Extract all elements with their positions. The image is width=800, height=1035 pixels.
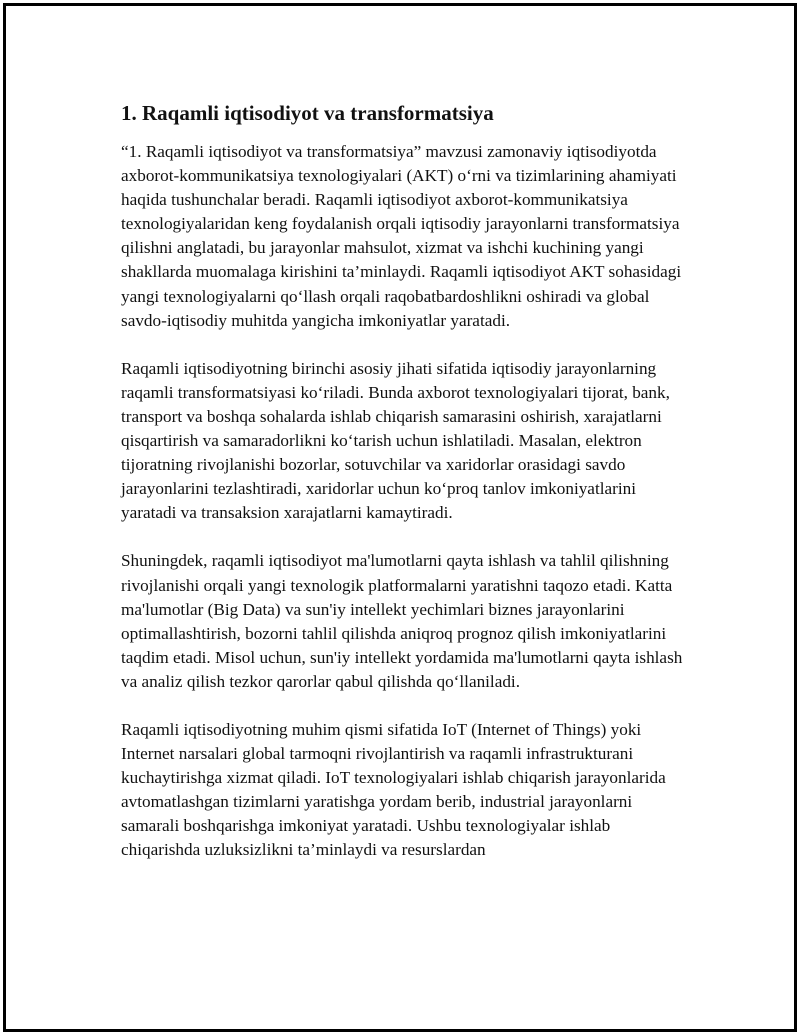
paragraph-1: “1. Raqamli iqtisodiyot va transformatsiya” mavzusi zamonaviy iqtisodiyotda axborot-kommunikatsiya texnologiyalari (AKT) o‘rni va tizimlarining ahamiyati haqida tushunchalar beradi. Raqamli iqtisodiyot axborot-kommunikatsiya texnologiyalaridan keng foydalanish orqali iqtisodiy jarayonlarni transformatsiya qilishni anglatadi, bu jarayonlar mahsulot, xizmat va ishchi kuchining yangi shakllarda muomalaga kirishini ta’minlaydi. Raqamli iqtisodiyot AKT sohasidagi yangi texnologiyalarni qo‘llash orqali raqobatbardoshlikni oshiradi va global savdo-iqtisodiy muhitda yangicha imkoniyatlar yaratadi. bbox=[121, 142, 682, 330]
paragraph-4: Raqamli iqtisodiyotning muhim qismi sifatida IoT (Internet of Things) yoki Internet narsalari global tarmoqni rivojlantirish va raqamli infrastrukturani kuchaytirishga xizmat qiladi. IoT texnologiyalari ishlab chiqarish jarayonlarida avtomatlashgan tizimlarni yaratishga yordam berib, industrial jarayonlarni samarali boshqarishga imkoniyat yaratadi. Ushbu texnologiyalar ishlab chiqarishda uzluksizlikni ta’minlaydi va resurslardan bbox=[121, 719, 666, 860]
paragraph-2: Raqamli iqtisodiyotning birinchi asosiy jihati sifatida iqtisodiy jarayonlarning raqamli transformatsiyasi ko‘riladi. Bunda axborot texnologiyalari tijorat, bank, transport va boshqa sohalarda ishlab chiqarish samarasini oshirish, xarajatlarni qisqartirish va samaradorlikni ko‘tarish uchun ishlatiladi. Masalan, elektron tijoratning rivojlanishi bozorlar, sotuvchilar va xaridorlar orasidagi savdo jarayonlarini tezlashtiradi, xaridorlar uchun ko‘proq tanlov imkoniyatlarini yaratadi va transaksion xarajatlarni kamaytiradi. bbox=[121, 358, 670, 523]
paragraph-3: Shuningdek, raqamli iqtisodiyot ma'lumotlarni qayta ishlash va tahlil qilishning rivojlanishi orqali yangi texnologik platformalarni yaratishni taqozo etadi. Katta ma'lumotlar (Big Data) va sun'iy intellekt yechimlari biznes jarayonlarini optimallashtirish, bozorni tahlil qilishda aniqroq prognoz qilish imkoniyatlarini taqdim etadi. Misol uchun, sun'iy intellekt yordamida ma'lumotlarni qayta ishlash va analiz qilish tezkor qarorlar qabul qilishda qo‘llaniladi. bbox=[121, 551, 683, 691]
page-frame bbox=[3, 3, 797, 1032]
document-body bbox=[121, 100, 691, 887]
document-title: 1. Raqamli iqtisodiyot va transformatsiya bbox=[121, 101, 494, 125]
